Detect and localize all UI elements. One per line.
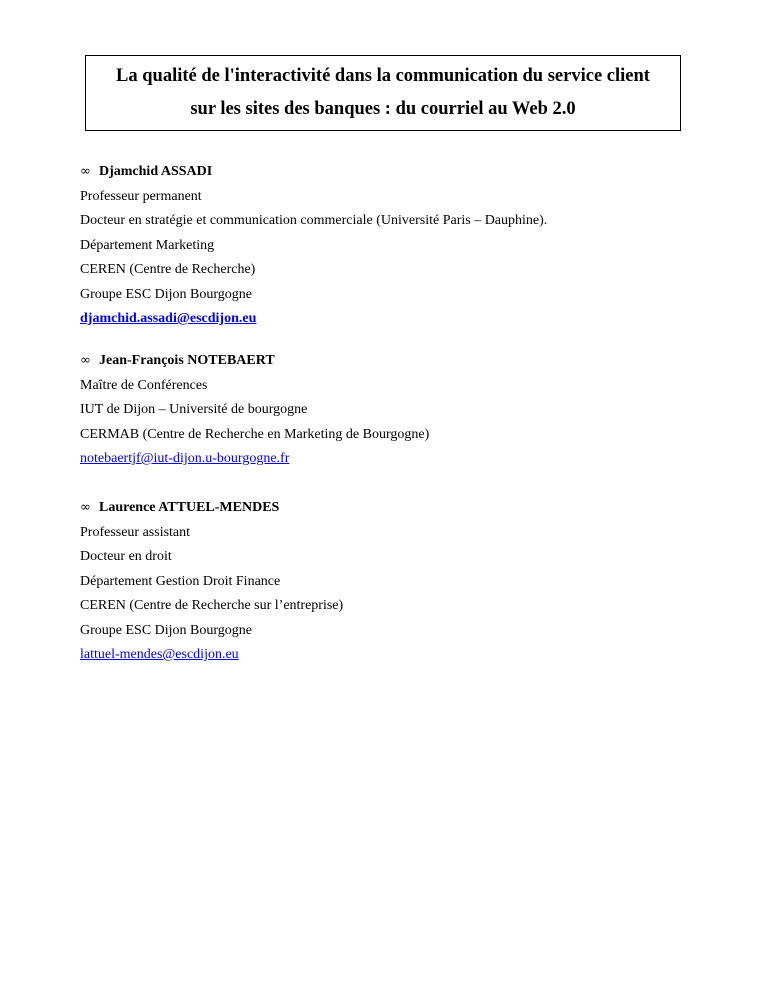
title-line-2: sur les sites des banques : du courriel au Web 2.0 <box>190 99 576 119</box>
author-name-line <box>80 496 700 521</box>
author-name-line <box>80 160 700 185</box>
author-research-center: CERMAB (Centre de Recherche en Marketing de Bourgogne) <box>80 426 430 442</box>
author-block-attuel-mendes <box>80 496 700 668</box>
title-box <box>85 55 681 131</box>
author-email-link[interactable]: djamchid.assadi@escdijon.eu <box>80 311 257 326</box>
author-position: Professeur permanent <box>80 188 202 204</box>
author-institution: Groupe ESC Dijon Bourgogne <box>80 286 253 302</box>
author-research-center: CEREN (Centre de Recherche) <box>80 262 256 277</box>
author-institution: Groupe ESC Dijon Bourgogne <box>80 622 253 638</box>
author-research-center: CEREN (Centre de Recherche sur l’entreprise) <box>80 598 344 613</box>
author-degree: Docteur en stratégie et communication commerciale (Université Paris – Dauphine). <box>80 213 548 228</box>
author-name-line <box>80 349 700 374</box>
author-institution: IUT de Dijon – Université de bourgogne <box>80 402 308 417</box>
infinity-bullet-icon: ∞ <box>80 500 91 515</box>
author-block-assadi <box>80 160 700 332</box>
author-block-notebaert <box>80 349 700 472</box>
author-degree: Docteur en droit <box>80 549 172 564</box>
infinity-bullet-icon: ∞ <box>80 164 91 179</box>
author-name: Laurence ATTUEL-MENDES <box>99 500 280 515</box>
author-email-line <box>80 307 700 332</box>
author-name: Djamchid ASSADI <box>99 164 213 179</box>
author-email-line <box>80 643 700 668</box>
author-email-link[interactable]: lattuel-mendes@escdijon.eu <box>80 647 239 662</box>
author-department: Département Marketing <box>80 237 215 253</box>
author-email-link[interactable]: notebaertjf@iut-dijon.u-bourgogne.fr <box>80 451 290 466</box>
author-position: Professeur assistant <box>80 524 191 540</box>
infinity-bullet-icon: ∞ <box>80 353 91 368</box>
author-position: Maître de Conférences <box>80 377 208 393</box>
author-name: Jean-François NOTEBAERT <box>99 353 275 368</box>
author-email-line <box>80 447 700 472</box>
author-department: Département Gestion Droit Finance <box>80 573 281 589</box>
title-line-1: La qualité de l'interactivité dans la communication du service client <box>116 66 650 86</box>
